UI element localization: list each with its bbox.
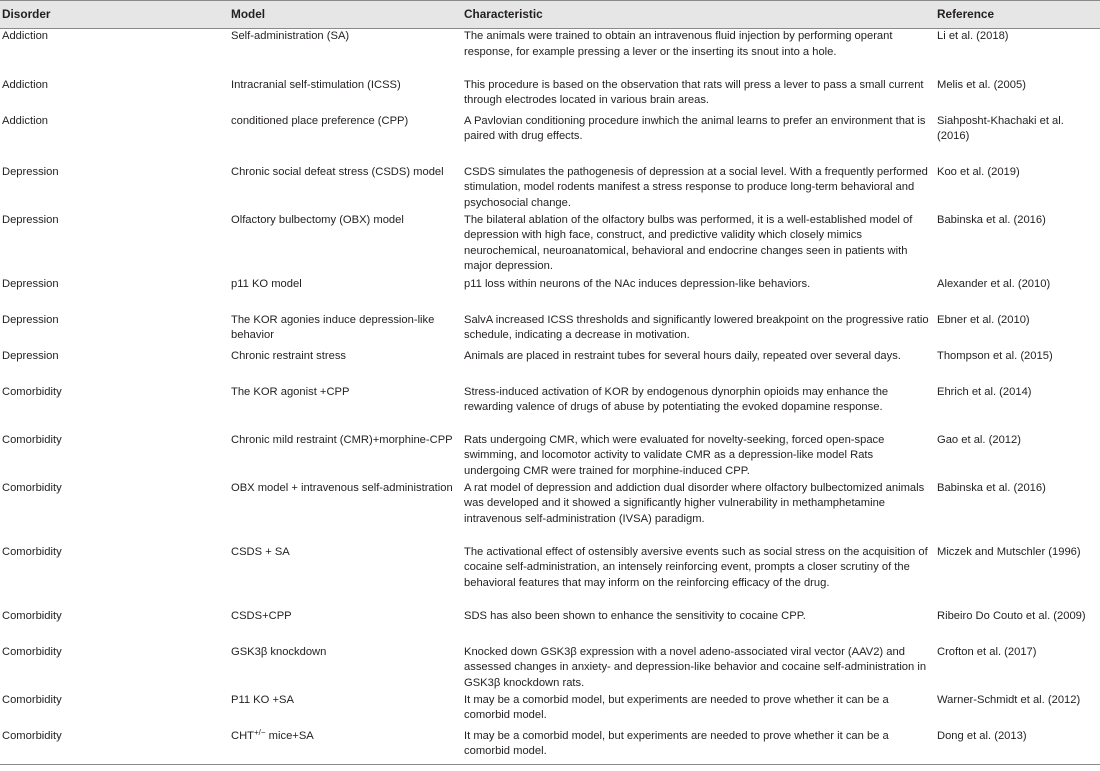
model-cell: p11 KO model [231, 277, 302, 290]
characteristic-cell: Knocked down GSK3β expression with a novel adeno-associated viral vector (AAV2) and assessed changes in anxiety- and depression-like behavior and cocaine self-administration in GSK3β knockdown rats. [464, 645, 927, 689]
disorder-cell: Addiction [2, 78, 49, 91]
table-row [0, 481, 1100, 545]
model-cell: conditioned place preference (CPP) [231, 114, 409, 127]
model-cell [229, 729, 462, 765]
characteristic-cell: p11 loss within neurons of the NAc induces depression-like behaviors. [464, 277, 811, 290]
reference-cell: Koo et al. (2019) [937, 165, 1020, 178]
disorder-cell: Depression [2, 165, 59, 178]
table-body [0, 29, 1100, 765]
characteristic-cell: The activational effect of ostensibly aversive events such as social stress on the acquisition of cocaine self-administration, an intensely reinforcing event, prompts a closer scrutiny of the behavioral features that may inform on the reinforcing efficacy of the drug. [464, 545, 928, 589]
reference-cell: Gao et al. (2012) [937, 433, 1021, 446]
characteristic-cell: This procedure is based on the observation that rats will press a lever to pass a small current through electrodes located in various brain areas. [464, 78, 924, 107]
model-cell: The KOR agonies induce depression-like behavior [231, 313, 435, 342]
characteristic-cell: It may be a comorbid model, but experiments are needed to prove whether it can be a comorbid model. [464, 729, 889, 758]
reference-cell: Alexander et al. (2010) [937, 277, 1051, 290]
table-row [0, 78, 1100, 114]
model-cell: GSK3β knockdown [231, 645, 327, 658]
reference-cell: Dong et al. (2013) [937, 729, 1027, 742]
characteristic-cell: Animals are placed in restraint tubes for several hours daily, repeated over several days. [464, 349, 901, 362]
model-rest: mice+SA [265, 729, 314, 742]
characteristic-cell: A Pavlovian conditioning procedure inwhich the animal learns to prefer an environment that is paired with drug effects. [464, 114, 926, 143]
model-base: CHT [231, 729, 254, 742]
characteristic-cell: SDS has also been shown to enhance the sensitivity to cocaine CPP. [464, 609, 806, 622]
table-row [0, 213, 1100, 277]
reference-cell: Crofton et al. (2017) [937, 645, 1037, 658]
reference-cell: Thompson et al. (2015) [937, 349, 1053, 362]
reference-cell: Warner-Schmidt et al. (2012) [937, 693, 1081, 706]
header-row [0, 1, 1100, 29]
disorder-cell: Depression [2, 213, 59, 226]
disorder-cell: Addiction [2, 30, 49, 42]
table-row [0, 645, 1100, 693]
reference-cell: Babinska et al. (2016) [937, 213, 1046, 226]
table-header [0, 1, 1100, 29]
table-row [0, 29, 1100, 78]
header-model: Model [231, 6, 266, 21]
disorder-cell: Depression [2, 349, 59, 362]
characteristic-cell: The animals were trained to obtain an intravenous fluid injection by performing operant response, for example pressing a lever or the inserting its snout into a hole. [464, 30, 893, 58]
disorder-cell: Comorbidity [2, 433, 62, 446]
disorder-cell: Comorbidity [2, 645, 62, 658]
reference-cell: Siahposht-Khachaki et al. (2016) [937, 114, 1064, 143]
model-cell: Chronic social defeat stress (CSDS) model [231, 165, 444, 178]
disorder-cell: Comorbidity [2, 545, 62, 558]
header-reference: Reference [937, 6, 995, 21]
table-row [0, 277, 1100, 313]
disorder-cell: Comorbidity [2, 609, 62, 622]
disorder-cell: Depression [2, 313, 59, 326]
model-cell: P11 KO +SA [231, 693, 294, 706]
characteristic-cell: Stress-induced activation of KOR by endogenous dynorphin opioids may enhance the rewarding valence of drugs of abuse by potentiating the evoked dopamine response. [464, 385, 889, 414]
table-row [0, 729, 1100, 765]
table-row [0, 385, 1100, 433]
model-cell: The KOR agonist +CPP [231, 385, 350, 398]
model-cell: Olfactory bulbectomy (OBX) model [231, 213, 404, 226]
reference-cell: Li et al. (2018) [937, 30, 1009, 42]
header-characteristic: Characteristic [464, 6, 543, 21]
reference-cell: Miczek and Mutschler (1996) [937, 545, 1081, 558]
disorder-cell: Comorbidity [2, 729, 62, 742]
model-cell: Intracranial self-stimulation (ICSS) [231, 78, 401, 91]
model-cell: Self-administration (SA) [231, 30, 350, 42]
characteristic-cell: Rats undergoing CMR, which were evaluated for novelty-seeking, forced open-space swimming, and locomotor activity to validate CMR as a depression-like model Rats undergoing CMR were trained for morphine-induced CPP. [464, 433, 885, 477]
model-cell: Chronic restraint stress [231, 349, 347, 362]
table-row [0, 165, 1100, 213]
disorder-cell: Depression [2, 277, 59, 290]
model-cell: CSDS + SA [231, 545, 290, 558]
table-row [0, 545, 1100, 609]
reference-cell: Melis et al. (2005) [937, 78, 1026, 91]
disorder-cell: Comorbidity [2, 385, 62, 398]
characteristic-cell: It may be a comorbid model, but experiments are needed to prove whether it can be a comorbid model. [464, 693, 889, 722]
characteristic-cell: CSDS simulates the pathogenesis of depression at a social level. With a frequently performed stimulation, model rodents manifest a stress response to produce long-term behavioral and psychosocial change. [464, 165, 928, 209]
table-row [0, 114, 1100, 165]
table-row [0, 349, 1100, 385]
characteristic-cell: The bilateral ablation of the olfactory bulbs was performed, it is a well-established model of depression with high face, construct, and predictive validity which closely mimics neurochemical, neuroanatomical, behavioral and endocrine changes seen in patients with major depression. [464, 213, 913, 273]
model-superscript: +/− [254, 727, 266, 737]
reference-cell: Ehrich et al. (2014) [937, 385, 1032, 398]
characteristic-cell: A rat model of depression and addiction dual disorder where olfactory bulbectomized animals was developed and it showed a significantly higher vulnerability in methamphetamine intravenous self-administration (IVSA) paradigm. [464, 481, 925, 525]
characteristic-cell: SalvA increased ICSS thresholds and significantly lowered breakpoint on the progressive ratio schedule, indicating a decrease in motivation. [464, 313, 929, 342]
reference-cell: Babinska et al. (2016) [937, 481, 1046, 494]
model-cell: Chronic mild restraint (CMR)+morphine-CPP [231, 433, 453, 446]
table-row [0, 609, 1100, 645]
disorder-cell: Comorbidity [2, 693, 62, 706]
reference-cell: Ebner et al. (2010) [937, 313, 1030, 326]
disorder-cell: Addiction [2, 114, 49, 127]
model-cell: CSDS+CPP [231, 609, 292, 622]
table-row [0, 693, 1100, 729]
disorder-cell: Comorbidity [2, 481, 62, 494]
header-disorder: Disorder [2, 6, 51, 21]
table-row [0, 433, 1100, 481]
model-cell: OBX model + intravenous self-administration [231, 481, 453, 494]
reference-cell: Ribeiro Do Couto et al. (2009) [937, 609, 1086, 622]
table-row [0, 313, 1100, 349]
